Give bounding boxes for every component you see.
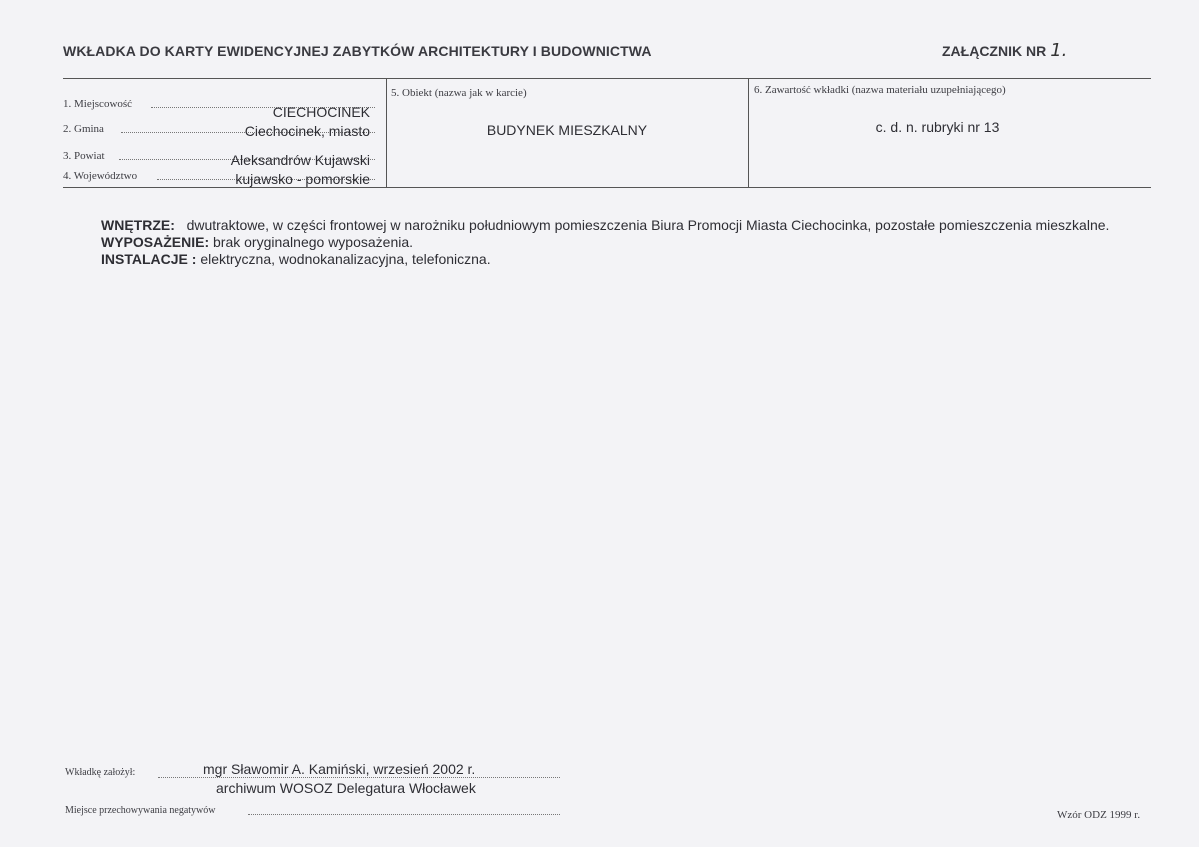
field-label: 4. Województwo	[63, 170, 138, 182]
contents-heading: 6. Zawartość wkładki (nazwa materiału uzupełniającego)	[754, 84, 1006, 96]
annex-label-text: ZAŁĄCZNIK NR	[942, 43, 1047, 59]
description-body	[101, 217, 1131, 268]
table-divider-1	[386, 78, 387, 188]
object-value: BUDYNEK MIESZKALNY	[486, 122, 648, 138]
equipment-label: WYPOSAŻENIE:	[101, 234, 210, 250]
contents-value: c. d. n. rubryki nr 13	[875, 119, 1000, 135]
installations-paragraph	[101, 251, 1131, 268]
field-value-powiat: Aleksandrów Kujawski	[230, 152, 370, 168]
field-label: 2. Gmina	[63, 123, 104, 135]
installations-label: INSTALACJE :	[101, 251, 197, 267]
interior-paragraph	[101, 217, 1131, 234]
equipment-paragraph	[101, 234, 1131, 251]
field-label: 3. Powiat	[63, 150, 105, 162]
equipment-text: brak oryginalnego wyposażenia.	[213, 234, 414, 250]
object-heading: 5. Obiekt (nazwa jak w karcie)	[391, 87, 527, 99]
annex-label	[942, 40, 1067, 61]
field-value-gmina: Ciechocinek, miasto	[244, 123, 370, 139]
created-by-label: Wkładkę założył:	[65, 767, 136, 778]
created-by-dots	[158, 777, 560, 778]
form-pattern: Wzór ODZ 1999 r.	[1057, 809, 1141, 821]
storage-value: archiwum WOSOZ Delegatura Włocławek	[216, 780, 476, 796]
storage-dots	[248, 814, 560, 815]
field-label: 1. Miejscowość	[63, 98, 133, 110]
annex-number: 1.	[1050, 40, 1068, 61]
table-top-border	[63, 78, 1151, 79]
table-divider-2	[748, 78, 749, 188]
interior-label: WNĘTRZE:	[101, 217, 175, 233]
field-value-wojewodztwo: kujawsko - pomorskie	[235, 171, 370, 187]
installations-text: elektryczna, wodnokanalizacyjna, telefoniczna.	[200, 251, 491, 267]
table-bottom-border	[63, 187, 1151, 188]
storage-label: Miejsce przechowywania negatywów	[65, 805, 216, 816]
created-by-value: mgr Sławomir A. Kamiński, wrzesień 2002 r.	[203, 761, 476, 777]
form-title: WKŁADKA DO KARTY EWIDENCYJNEJ ZABYTKÓW ARCHITEKTURY I BUDOWNICTWA	[63, 43, 652, 59]
interior-text: dwutraktowe, w części frontowej w narożniku południowym pomieszczenia Biura Promocji Miasta Ciechocinka, pozostałe pomieszczenia mieszkalne.	[186, 217, 1110, 233]
field-value-miejscowosc: CIECHOCINEK	[272, 104, 370, 120]
